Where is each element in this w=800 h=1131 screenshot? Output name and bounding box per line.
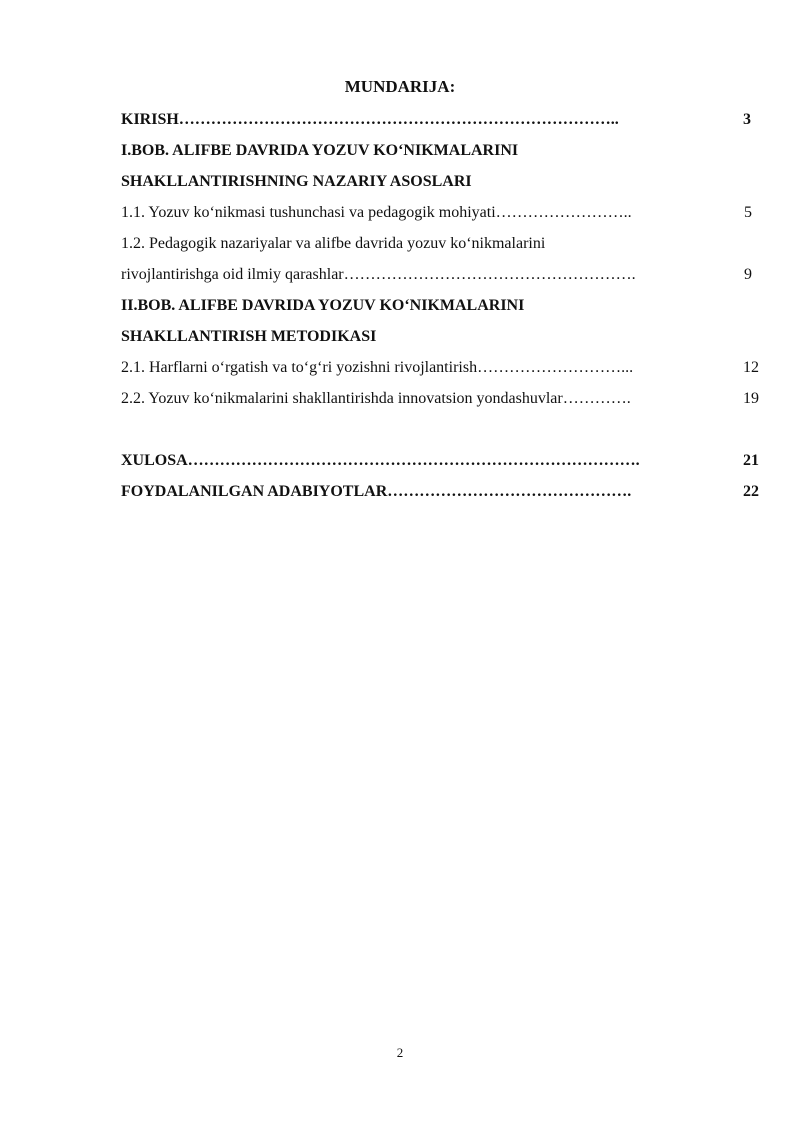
toc-entry-adabiyotlar: FOYDALANILGAN ADABIYOTLAR………………………………………. (121, 483, 632, 500)
toc-entry-1-1: 1.1. Yozuv ko‘nikmasi tushunchasi va pedagogik mohiyati…………………….. (121, 204, 632, 221)
toc-entry-1-2-line-1: 1.2. Pedagogik nazariyalar va alifbe davrida yozuv ko‘nikmalarini (121, 235, 546, 252)
toc-page-xulosa: 21 (743, 452, 759, 469)
toc-chapter-2-line-1: II.BOB. ALIFBE DAVRIDA YOZUV KO‘NIKMALARINI (121, 297, 525, 314)
toc-page-adabiyotlar: 22 (743, 483, 759, 500)
page-number: 2 (396, 1045, 404, 1060)
toc-entry-2-1: 2.1. Harflarni o‘rgatish va to‘g‘ri yozishni rivojlantirish………………………... (121, 359, 634, 376)
toc-page-kirish: 3 (743, 111, 751, 128)
toc-entry-2-2: 2.2. Yozuv ko‘nikmalarini shakllantirishda innovatsion yondashuvlar…………. (121, 390, 631, 407)
toc-entry-kirish: KIRISH……………………………………………………………………….. (121, 111, 619, 128)
toc-title: MUNDARIJA: (344, 77, 456, 96)
toc-page-1-2: 9 (744, 266, 752, 283)
toc-chapter-1-line-1: I.BOB. ALIFBE DAVRIDA YOZUV KO‘NIKMALARINI (121, 142, 519, 159)
toc-page-2-1: 12 (743, 359, 759, 376)
toc-chapter-1-line-2: SHAKLLANTIRISHNING NAZARIY ASOSLARI (121, 173, 472, 190)
toc-page-1-1: 5 (744, 204, 752, 221)
toc-chapter-2-line-2: SHAKLLANTIRISH METODIKASI (121, 328, 377, 345)
toc-entry-xulosa: XULOSA…………………………………………………………………………. (121, 452, 640, 469)
toc-page-2-2: 19 (743, 390, 759, 407)
toc-entry-1-2-line-2: rivojlantirishga oid ilmiy qarashlar………………………………………………. (121, 266, 636, 283)
